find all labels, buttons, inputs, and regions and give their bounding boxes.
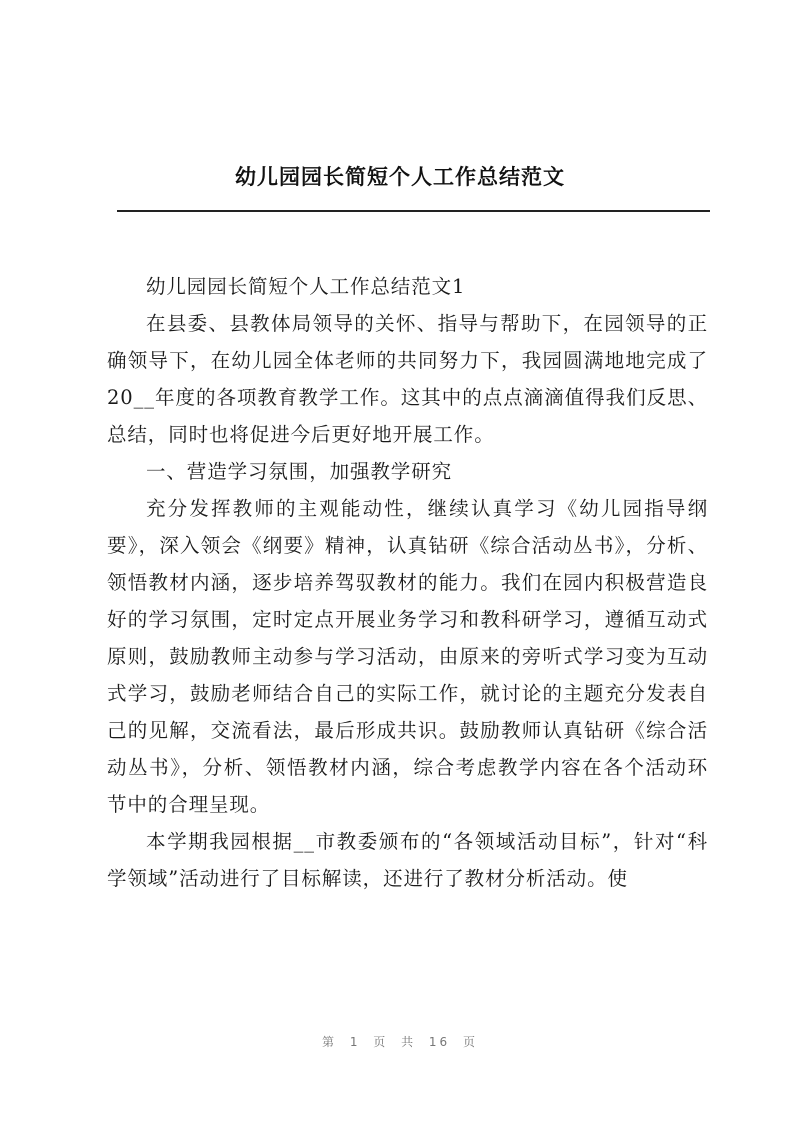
document-title: 幼儿园园长简短个人工作总结范文 bbox=[235, 165, 565, 189]
subsection-heading: 一、营造学习氛围，加强教学研究 bbox=[146, 460, 453, 483]
body-paragraph: 充分发挥教师的主观能动性，继续认真学习《幼儿园指导纲要》，深入领会《纲要》精神，认真钻研《综合活动丛书》，分析、领悟教材内涵，逐步培养驾驭教材的能力。我们在园内积极营造良好的学习氛围，定时定点开展业务学习和教科研学习，遵循互动式原则，鼓励教师主动参与学习活动，由原来的旁听式学习变为互动式学习，鼓励老师结合自己的实际工作，就讨论的主题充分发表自己的见解，交流看法，最后形成共识。鼓励教师认真钻研《综合活动丛书》，分析、领悟教材内涵，综合考虑教学内容在各个活动环节中的合理呈现。 bbox=[107, 497, 708, 816]
section-heading: 幼儿园园长简短个人工作总结范文1 bbox=[146, 275, 466, 298]
document-body bbox=[107, 268, 708, 897]
title-divider bbox=[117, 210, 710, 212]
body-paragraph: 在县委、县教体局领导的关怀、指导与帮助下，在园领导的正确领导下，在幼儿园全体老师的共同努力下，我园圆满地地完成了20__年度的各项教育教学工作。这其中的点点滴滴值得我们反思、总结，同时也将促进今后更好地开展工作。 bbox=[107, 312, 708, 446]
body-paragraph: 本学期我园根据__市教委颁布的“各领域活动目标”，针对“科学领域”活动进行了目标解读，还进行了教材分析活动。使 bbox=[107, 830, 708, 890]
page-number-footer: 第 1 页 共 16 页 bbox=[322, 1035, 478, 1049]
